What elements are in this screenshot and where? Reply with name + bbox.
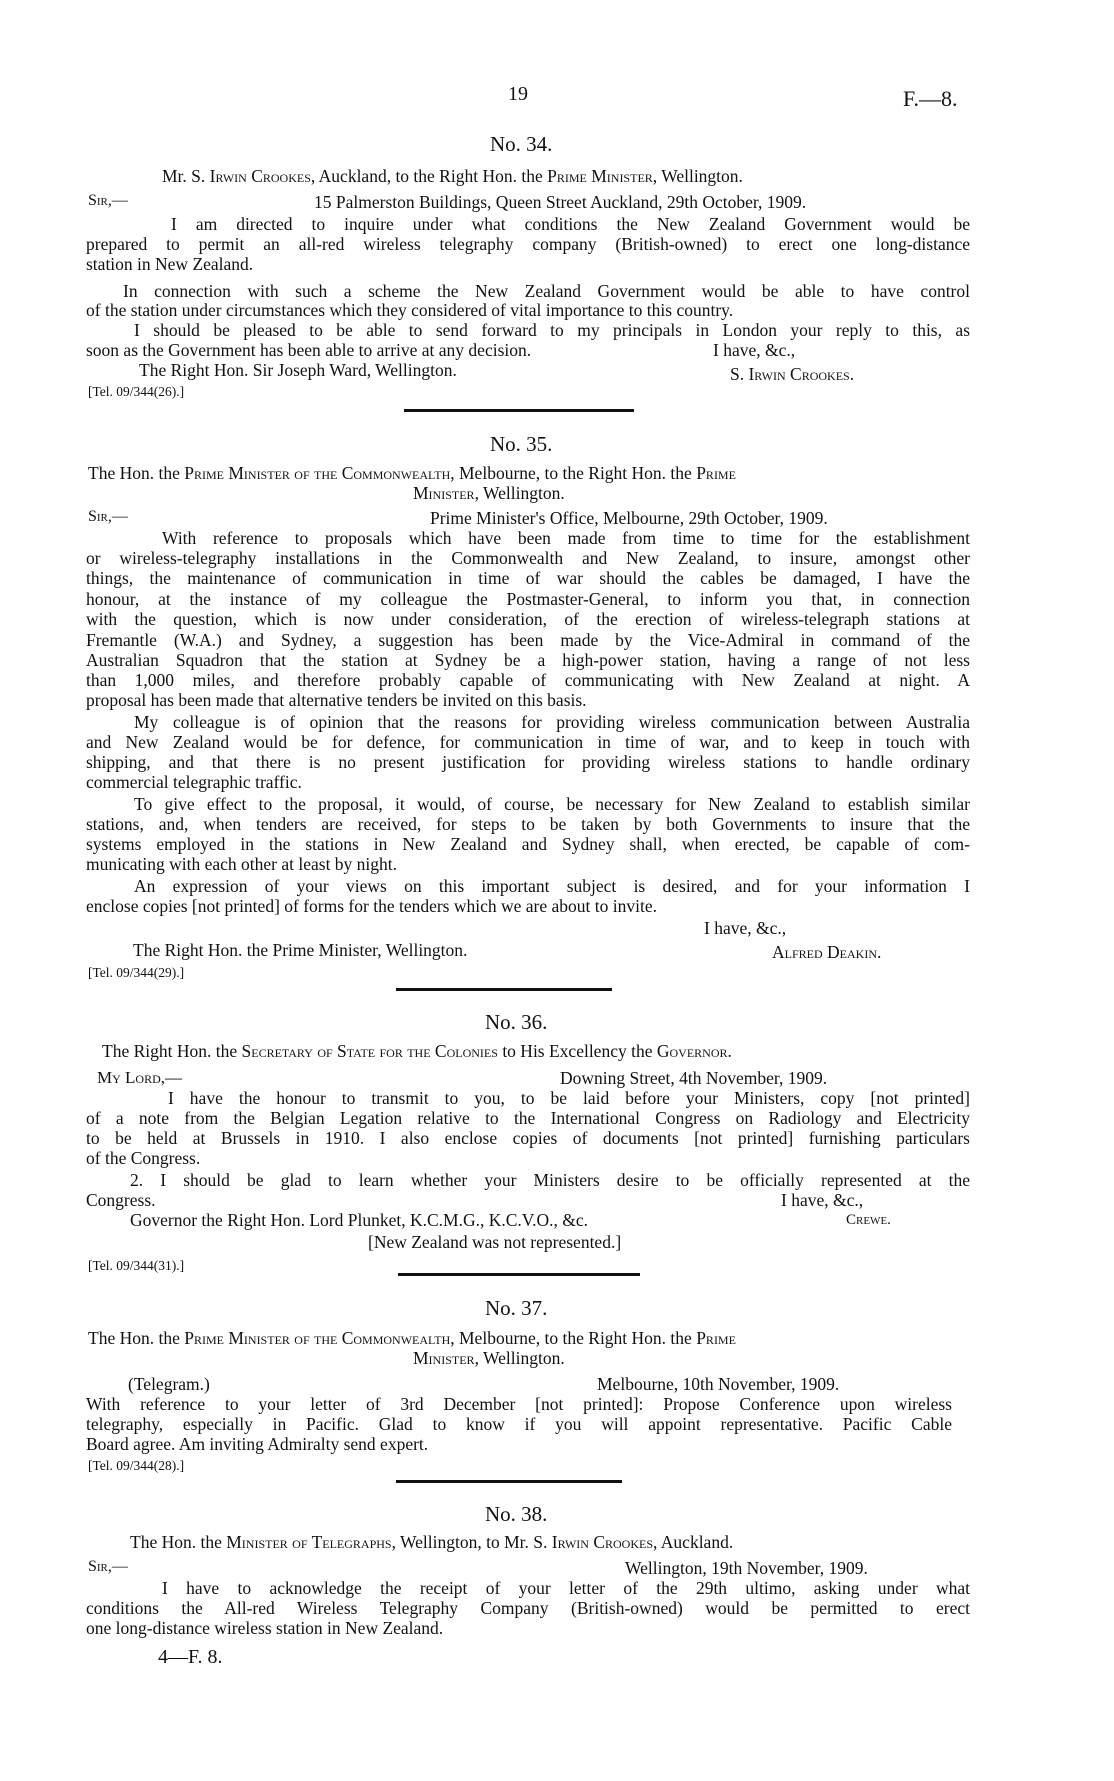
- letter-38-body-line: conditions the All-red Wireless Telegraphy Company (British-owned) would be permitted to erect: [86, 1598, 970, 1618]
- letter-35-salutation: Sir,—: [88, 508, 128, 525]
- letter-36-salutation: My Lord,—: [97, 1068, 183, 1087]
- letter-34-body-line: In connection with such a scheme the New Zealand Government would be able to have control: [123, 281, 970, 301]
- letter-34-number: No. 34.: [490, 132, 553, 156]
- letter-35-address: Prime Minister's Office, Melbourne, 29th October, 1909.: [430, 508, 828, 528]
- section-divider: [404, 409, 634, 412]
- letter-35-body-line: honour, at the instance of my colleague the Postmaster-General, to inform you that, in connection: [86, 589, 970, 609]
- letter-37-heading: The Hon. the Prime Minister of the Commonwealth, Melbourne, to the Right Hon. the Prime: [88, 1328, 736, 1348]
- letter-36-number: No. 36.: [485, 1010, 548, 1034]
- letter-38-salutation: Sir,—: [88, 1558, 128, 1575]
- letter-34-addressee: The Right Hon. Sir Joseph Ward, Wellington.: [139, 360, 457, 380]
- letter-34-body-line: I should be pleased to be able to send forward to my principals in London your reply to this, as: [134, 320, 970, 340]
- letter-35-heading-cont: Minister, Wellington.: [413, 483, 565, 503]
- letter-34-heading: Mr. S. Irwin Crookes, Auckland, to the Right Hon. the Prime Minister, Wellington.: [162, 166, 743, 186]
- letter-34-body-line: of the station under circumstances which they considered of vital importance to this country.: [86, 300, 734, 320]
- letter-35-body-line: enclose copies [not printed] of forms for the tenders which we are about to invite.: [86, 896, 657, 916]
- letter-37-reference: [Tel. 09/344(28).]: [88, 1458, 185, 1473]
- letter-35-addressee: The Right Hon. the Prime Minister, Wellington.: [133, 940, 468, 960]
- letter-36-addressee: Governor the Right Hon. Lord Plunket, K.C.M.G., K.C.V.O., &c.: [130, 1210, 589, 1230]
- letter-34-body-line: I am directed to inquire under what conditions the New Zealand Government would be: [171, 214, 970, 234]
- letter-35-body-line: My colleague is of opinion that the reasons for providing wireless communication between Australia: [134, 712, 970, 732]
- letter-37-heading-cont: Minister, Wellington.: [413, 1348, 565, 1368]
- letter-34-body-line: prepared to permit an all-red wireless telegraphy company (British-owned) to erect one long-distance: [86, 234, 970, 254]
- letter-35-number: No. 35.: [490, 432, 553, 456]
- letter-36-note: [New Zealand was not represented.]: [368, 1232, 622, 1252]
- letter-34-salutation: Sir,—: [88, 192, 128, 209]
- letter-35-body-line: than 1,000 miles, and therefore probably capable of communicating with New Zealand at night. A: [86, 670, 970, 690]
- letter-36-signature: Crewe.: [846, 1212, 891, 1228]
- letter-35-body-line: proposal has been made that alternative tenders be invited on this basis.: [86, 690, 587, 710]
- letter-36-body-line: 2. I should be glad to learn whether your Ministers desire to be officially represented at the: [130, 1170, 970, 1190]
- letter-36-body-line: of a note from the Belgian Legation relative to the International Congress on Radiology and Electricity: [86, 1108, 970, 1128]
- letter-35-body-line: municating with each other at least by night.: [86, 854, 398, 874]
- letter-35-body-line: systems employed in the stations in New Zealand and Sydney shall, when erected, be capable of com-: [86, 834, 970, 854]
- letter-35-body-line: commercial telegraphic traffic.: [86, 772, 302, 792]
- letter-36-address: Downing Street, 4th November, 1909.: [560, 1068, 828, 1088]
- letter-38-address: Wellington, 19th November, 1909.: [625, 1558, 868, 1578]
- page-number: 19: [508, 83, 528, 105]
- letter-38-number: No. 38.: [485, 1502, 548, 1526]
- letter-35-closing: I have, &c.,: [704, 918, 787, 938]
- letter-35-body-line: An expression of your views on this important subject is desired, and for your information I: [134, 876, 970, 896]
- letter-36-body-line: I have the honour to transmit to you, to be laid before your Ministers, copy [not printed]: [168, 1088, 970, 1108]
- letter-36-body-line: of the Congress.: [86, 1148, 201, 1168]
- letter-35-body-line: with the question, which is now under consideration, of the erection of wireless-telegraph stations at: [86, 609, 970, 629]
- letter-36-closing: I have, &c.,: [781, 1190, 864, 1210]
- letter-34-body-line: soon as the Government has been able to arrive at any decision.: [86, 340, 532, 360]
- letter-35-body-line: shipping, and that there is no present justification for providing wireless stations to handle ordinary: [86, 752, 970, 772]
- printer-signature-mark: 4—F. 8.: [158, 1646, 223, 1668]
- letter-38-body-line: one long-distance wireless station in New Zealand.: [86, 1618, 444, 1638]
- letter-37-body-line: With reference to your letter of 3rd December [not printed]: Propose Conference upon wireless: [86, 1394, 952, 1414]
- letter-37-body-line: Board agree. Am inviting Admiralty send expert.: [86, 1434, 429, 1454]
- letter-35-reference: [Tel. 09/344(29).]: [88, 965, 185, 980]
- letter-37-number: No. 37.: [485, 1296, 548, 1320]
- letter-38-heading: The Hon. the Minister of Telegraphs, Wellington, to Mr. S. Irwin Crookes, Auckland.: [130, 1532, 734, 1552]
- section-divider: [396, 1480, 622, 1483]
- letter-38-body-line: I have to acknowledge the receipt of your letter of the 29th ultimo, asking under what: [162, 1578, 970, 1598]
- letter-37-body-line: telegraphy, especially in Pacific. Glad to know if you will appoint representative. Pacific Cable: [86, 1414, 952, 1434]
- letter-35-heading: The Hon. the Prime Minister of the Commonwealth, Melbourne, to the Right Hon. the Prime: [88, 463, 736, 483]
- letter-37-address: Melbourne, 10th November, 1909.: [597, 1374, 840, 1394]
- letter-35-body-line: or wireless-telegraphy installations in the Commonwealth and New Zealand, to insure, amongst other: [86, 548, 970, 568]
- letter-36-heading: The Right Hon. the Secretary of State for the Colonies to His Excellency the Governor.: [102, 1041, 732, 1061]
- letter-35-body-line: To give effect to the proposal, it would, of course, be necessary for New Zealand to establish similar: [134, 794, 970, 814]
- letter-34-body-line: station in New Zealand.: [86, 254, 254, 274]
- letter-36-body-line: Congress.: [86, 1190, 156, 1210]
- letter-34-address: 15 Palmerston Buildings, Queen Street Auckland, 29th October, 1909.: [314, 192, 807, 212]
- letter-35-body-line: things, the maintenance of communication in time of war should the cables be damaged, I have the: [86, 568, 970, 588]
- letter-34-signature: S. Irwin Crookes.: [730, 364, 855, 384]
- letter-36-reference: [Tel. 09/344(31).]: [88, 1258, 185, 1273]
- letter-34-closing: I have, &c.,: [713, 340, 796, 360]
- letter-35-signature: Alfred Deakin.: [772, 942, 882, 962]
- letter-36-body-line: to be held at Brussels in 1910. I also enclose copies of documents [not printed] furnishing particulars: [86, 1128, 970, 1148]
- letter-35-body-line: Fremantle (W.A.) and Sydney, a suggestion has been made by the Vice-Admiral in command of the: [86, 630, 970, 650]
- section-divider: [398, 1273, 640, 1276]
- letter-35-body-line: With reference to proposals which have been made from time to time for the establishment: [162, 528, 970, 548]
- letter-35-body-line: and New Zealand would be for defence, for communication in time of war, and to keep in touch with: [86, 732, 970, 752]
- letter-34-reference: [Tel. 09/344(26).]: [88, 384, 185, 399]
- document-reference: F.—8.: [903, 86, 958, 111]
- letter-35-body-line: Australian Squadron that the station at Sydney be a high-power station, having a range of not less: [86, 650, 970, 670]
- section-divider: [396, 988, 612, 991]
- letter-37-kind: (Telegram.): [128, 1374, 210, 1394]
- letter-35-body-line: stations, and, when tenders are received, for steps to be taken by both Governments to insure that the: [86, 814, 970, 834]
